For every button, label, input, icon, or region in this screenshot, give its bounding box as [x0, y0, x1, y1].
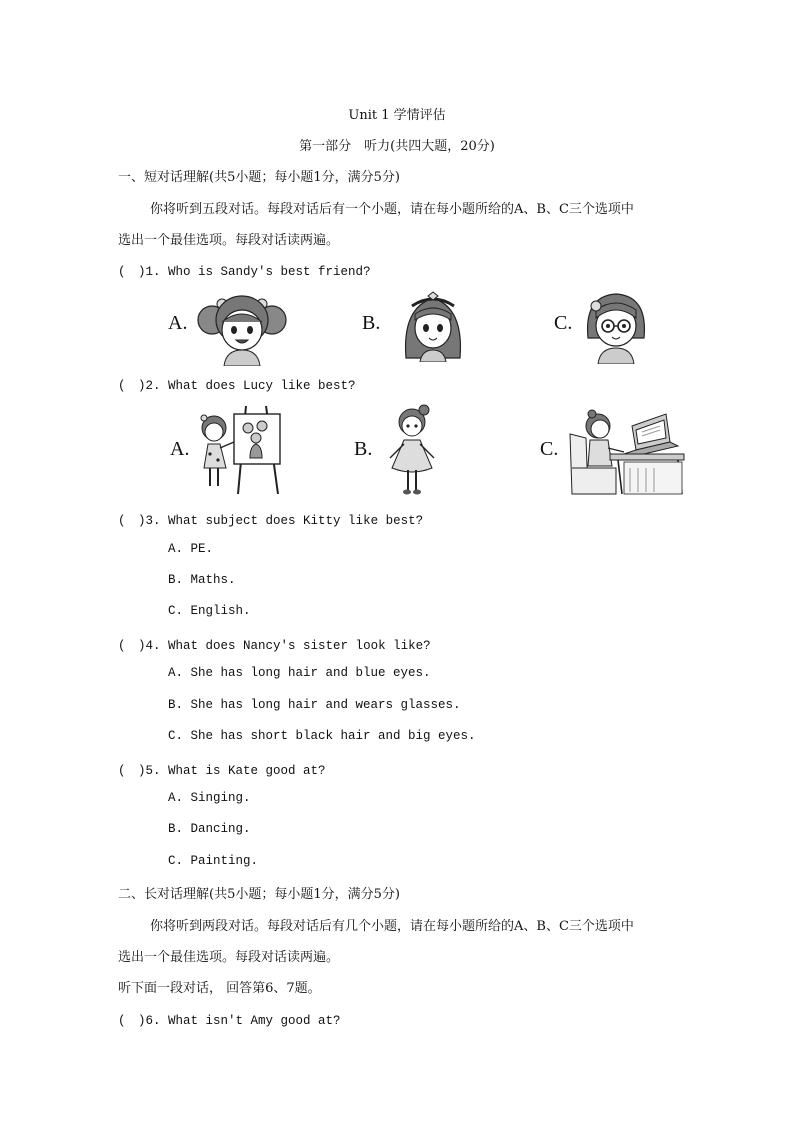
answer-blank-4[interactable]: ( )4.: [118, 639, 161, 653]
q2-option-a-label: A.: [170, 438, 190, 460]
page-title: Unit 1 学情评估: [348, 108, 446, 123]
answer-blank-6[interactable]: ( )6.: [118, 1014, 161, 1028]
question-6-text: What isn't Amy good at?: [168, 1014, 341, 1028]
question-2-text: What does Lucy like best?: [168, 379, 356, 393]
question-3: [118, 510, 423, 528]
answer-blank-2[interactable]: ( )2.: [118, 379, 161, 393]
q2-option-a-picture[interactable]: [194, 402, 286, 494]
answer-blank-5[interactable]: ( )5.: [118, 764, 161, 778]
answer-blank-1[interactable]: ( )1.: [118, 265, 161, 279]
section1-instruction-line1: 你将听到五段对话。每段对话后有一个小题，请在每小题所给的A、B、C三个选项中: [150, 202, 634, 217]
q4-option-b[interactable]: B. She has long hair and wears glasses.: [168, 698, 461, 712]
section1-instruction-line2: 选出一个最佳选项。每段对话读两遍。: [118, 233, 340, 248]
question-4-text: What does Nancy's sister look like?: [168, 639, 431, 653]
q3-option-c[interactable]: C. English.: [168, 604, 251, 618]
question-5-text: What is Kate good at?: [168, 764, 326, 778]
q2-option-c-label: C.: [540, 438, 559, 460]
q1-option-c-label: C.: [554, 312, 573, 334]
page-subtitle: 第一部分 听力(共四大题，20分): [299, 139, 495, 154]
section1-heading: 一、短对话理解(共5小题；每小题1分，满分5分): [118, 170, 400, 185]
question-5: [118, 760, 326, 778]
q5-option-c[interactable]: C. Painting.: [168, 854, 259, 868]
section2-instruction-line1: 你将听到两段对话。每段对话后有几个小题，请在每小题所给的A、B、C三个选项中: [150, 919, 634, 934]
q5-option-a[interactable]: A. Singing.: [168, 791, 251, 805]
q1-option-b-label: B.: [362, 312, 381, 334]
q1-option-a-label: A.: [168, 312, 188, 334]
q1-option-b-picture[interactable]: [400, 288, 466, 362]
q4-option-a[interactable]: A. She has long hair and blue eyes.: [168, 666, 431, 680]
question-3-text: What subject does Kitty like best?: [168, 514, 424, 528]
q3-option-a[interactable]: A. PE.: [168, 542, 214, 556]
question-2: [118, 375, 356, 393]
q2-option-b-label: B.: [354, 438, 373, 460]
q3-option-b[interactable]: B. Maths.: [168, 573, 236, 587]
question-1: [118, 261, 371, 279]
q1-option-c-picture[interactable]: [584, 288, 648, 364]
q5-option-b[interactable]: B. Dancing.: [168, 822, 251, 836]
section2-heading: 二、长对话理解(共5小题；每小题1分，满分5分): [118, 887, 400, 902]
listen-note: 听下面一段对话， 回答第6、7题。: [118, 981, 321, 996]
answer-blank-3[interactable]: ( )3.: [118, 514, 161, 528]
q1-option-a-picture[interactable]: [196, 290, 288, 366]
question-6: [118, 1010, 341, 1028]
question-4: [118, 635, 431, 653]
section2-instruction-line2: 选出一个最佳选项。每段对话读两遍。: [118, 950, 340, 965]
q2-option-b-picture[interactable]: [384, 402, 440, 496]
q4-option-c[interactable]: C. She has short black hair and big eyes.: [168, 729, 476, 743]
q2-option-c-picture[interactable]: [566, 404, 686, 496]
question-1-text: Who is Sandy's best friend?: [168, 265, 371, 279]
